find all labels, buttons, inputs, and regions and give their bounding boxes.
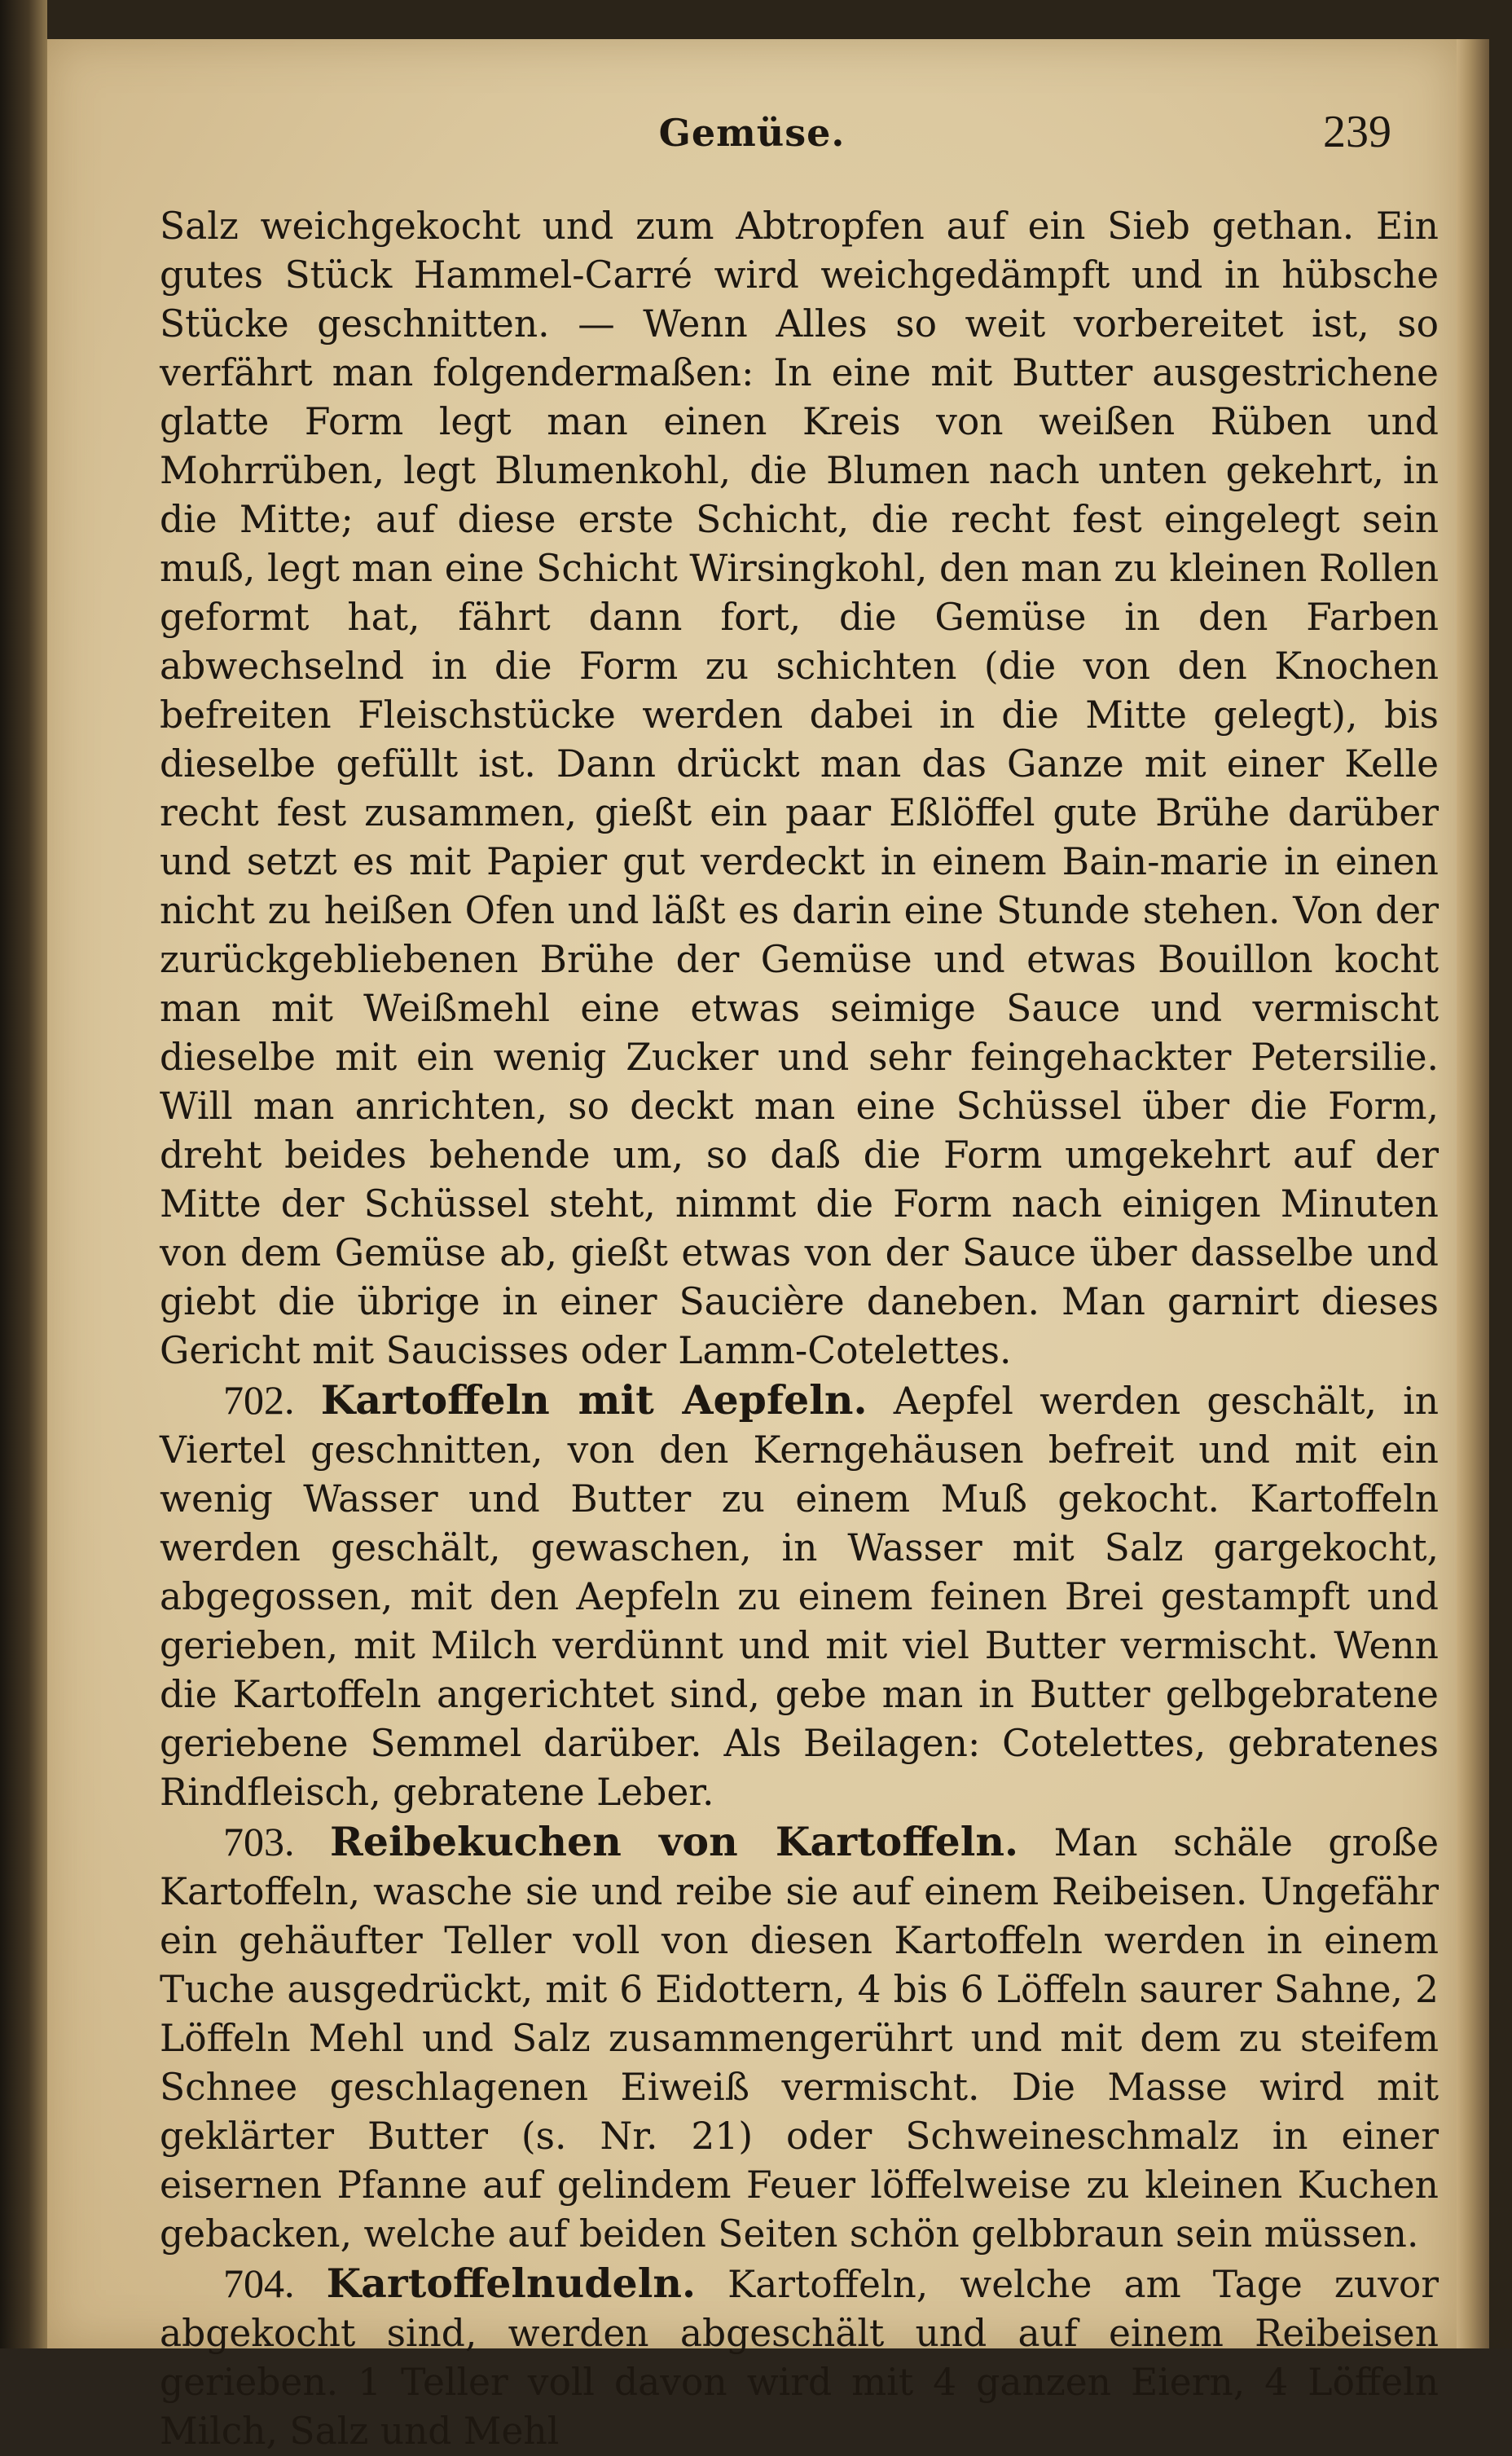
recipe-text: Kartoffeln, welche am Tage zuvor abgekocht sind, werden abgeschält und auf einem Reibeisen gerieben. 1 Teller voll davon wird mit 4 ganzen Eiern, 4 Löffeln Milch, Salz und Mehl bbox=[160, 2263, 1439, 2453]
recipe-title: Kartoffelnudeln. bbox=[326, 2260, 697, 2307]
running-head: Gemüse. bbox=[658, 111, 846, 155]
page-number: 239 bbox=[1323, 107, 1391, 157]
recipe-text: Man schäle große Kartoffeln, wasche sie und reibe sie auf einem Reibeisen. Ungefähr ein gehäufter Teller voll von diesen Kartoffeln werden in einem Tuche ausgedrückt, mit 6 Eidottern, 4 bis 6 Löffeln saurer Sahne, 2 Löffeln Mehl und Salz zusammengerührt und mit dem zu steifem Schnee geschlagenen Eiweiß vermischt. Die Masse wird mit geklärter Butter (s. Nr. 21) oder Schweineschmalz in einer eisernen Pfanne auf gelindem Feuer löffelweise zu kleinen Kuchen gebacken, welche auf beiden Seiten schön gelbbraun sein müssen. bbox=[160, 1821, 1439, 2256]
recipe-number: 704. bbox=[223, 2260, 295, 2306]
page-edge bbox=[1457, 39, 1489, 2348]
page-body bbox=[160, 202, 1439, 2456]
recipe-text: Aepfel werden geschält, in Viertel geschnitten, von den Kerngehäusen befreit und mit ein wenig Wasser und Butter zu einem Muß gekocht. Kartoffeln werden geschält, gewaschen, in Wasser mit Salz gargekocht, abgegossen, mit den Aepfeln zu einem feinen Brei gestampft und gerieben, mit Milch verdünnt und mit viel Butter vermischt. Wenn die Kartoffeln angerichtet sind, gebe man in Butter gelbgebratene geriebene Semmel darüber. Als Beilagen: Cotelettes, gebratenes Rindfleisch, gebratene Leber. bbox=[160, 1380, 1439, 1814]
book-binding bbox=[0, 0, 47, 2348]
book-page bbox=[47, 39, 1457, 2453]
continued-paragraph: Salz weichgekocht und zum Abtropfen auf ein Sieb gethan. Ein gutes Stück Hammel-Carré wird weichgedämpft und in hübsche Stücke geschnitten. — Wenn Alles so weit vorbereitet ist, so verfährt man folgendermaßen: In eine mit Butter ausgestrichene glatte Form legt man einen Kreis von weißen Rüben und Mohrrüben, legt Blumenkohl, die Blumen nach unten gekehrt, in die Mitte; auf diese erste Schicht, die recht fest eingelegt sein muß, legt man eine Schicht Wirsingkohl, den man zu kleinen Rollen geformt hat, fährt dann fort, die Gemüse in den Farben abwechselnd in die Form zu schichten (die von den Knochen befreiten Fleischstücke werden dabei in die Mitte gelegt), bis dieselbe gefüllt ist. Dann drückt man das Ganze mit einer Kelle recht fest zusammen, gießt ein paar Eßlöffel gute Brühe darüber und setzt es mit Papier gut verdeckt in einem Bain-marie in einen nicht zu heißen Ofen und läßt es darin eine Stunde stehen. Von der zurückgebliebenen Brühe der Gemüse und etwas Bouillon kocht man mit Weißmehl eine etwas seimige Sauce und vermischt dieselbe mit ein wenig Zucker und sehr feingehackter Petersilie. Will man anrichten, so deckt man eine Schüssel über die Form, dreht beides behende um, so daß die Form umgekehrt auf der Mitte der Schüssel steht, nimmt die Form nach einigen Minuten von dem Gemüse ab, gießt etwas von der Sauce über dasselbe und giebt die übrige in einer Saucière daneben. Man garnirt dieses Gericht mit Saucisses oder Lamm-Cotelettes. bbox=[160, 205, 1439, 1372]
recipe-704 bbox=[160, 2259, 1439, 2456]
recipe-title: Kartoffeln mit Aepfeln. bbox=[320, 1376, 868, 1424]
recipe-703 bbox=[160, 1817, 1439, 2259]
recipe-number: 703. bbox=[223, 1819, 295, 1864]
recipe-title: Reibekuchen von Kartoffeln. bbox=[330, 1818, 1019, 1865]
page-header bbox=[47, 104, 1457, 169]
recipe-702 bbox=[160, 1375, 1439, 1817]
recipe-number: 702. bbox=[223, 1377, 295, 1423]
